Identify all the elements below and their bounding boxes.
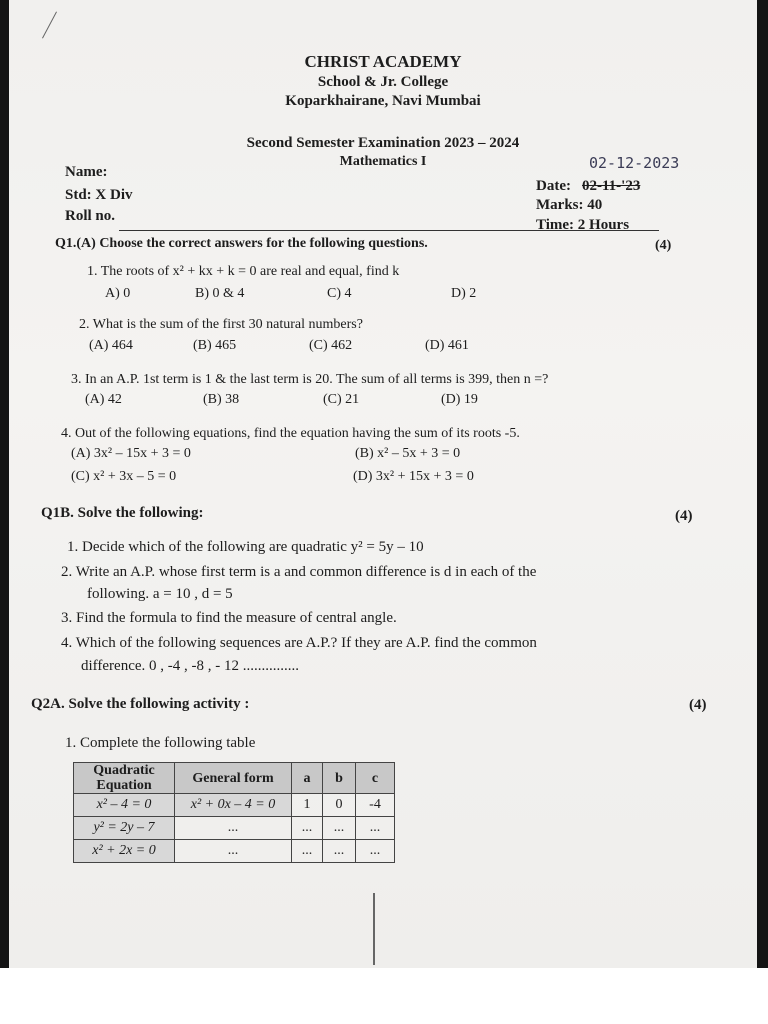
table-header: Quadratic Equation <box>74 763 175 794</box>
table-cell: ... <box>292 817 323 840</box>
q1a-option: C) 4 <box>327 286 352 301</box>
std-div-label: Std: X Div <box>65 187 133 203</box>
exam-paper <box>9 0 757 968</box>
q1a-option: (D) 19 <box>441 392 478 407</box>
table-row <box>74 840 395 863</box>
q2a-item-1: 1. Complete the following table <box>65 735 256 751</box>
pen-stroke-top <box>42 12 57 39</box>
subject-title: Mathematics I <box>339 154 427 169</box>
table-header: c <box>356 763 395 794</box>
q2a-heading: Q2A. Solve the following activity : <box>31 696 250 712</box>
table-cell: ... <box>292 840 323 863</box>
roll-no-label: Roll no. <box>65 208 116 224</box>
table-header: a <box>292 763 323 794</box>
quadratic-table <box>73 762 395 863</box>
photo-edge-left <box>0 0 9 968</box>
q1a-option: (C) 462 <box>309 338 353 353</box>
q1b-marks: (4) <box>675 508 693 524</box>
time-label: Time: 2 Hours <box>536 217 630 233</box>
q1b-item-1: 1. Decide which of the following are quadratic y² = 5y – 10 <box>67 539 424 555</box>
q1b-item-2-cont: following. a = 10 , d = 5 <box>87 586 233 602</box>
date-label: Date: <box>536 178 571 194</box>
q1b-item-4: 4. Which of the following sequences are A.P.? If they are A.P. find the common <box>61 635 537 651</box>
school-location: Koparkhairane, Navi Mumbai <box>285 93 481 109</box>
q1a-option: (B) 465 <box>193 338 237 353</box>
q2a-marks: (4) <box>689 697 707 713</box>
q1b-heading: Q1B. Solve the following: <box>41 505 204 521</box>
school-name: CHRIST ACADEMY <box>304 52 462 71</box>
exam-title: Second Semester Examination 2023 – 2024 <box>246 135 520 151</box>
table-cell: ... <box>175 817 292 840</box>
q1a-question-3: 3. In an A.P. 1st term is 1 & the last term is 20. The sum of all terms is 399, then n =? <box>71 372 549 387</box>
q1a-option: B) 0 & 4 <box>195 286 245 301</box>
q1a-heading: Q1.(A) Choose the correct answers for the following questions. <box>55 236 428 251</box>
table-cell: ... <box>323 817 356 840</box>
table-cell: y² = 2y – 7 <box>74 817 175 840</box>
q1a-marks: (4) <box>655 238 672 253</box>
table-row <box>74 817 395 840</box>
table-cell: ... <box>323 840 356 863</box>
q1a-option: (B) 38 <box>203 392 240 407</box>
q1a-option: (A) 3x² – 15x + 3 = 0 <box>71 446 191 461</box>
marks-label: Marks: 40 <box>536 197 603 213</box>
q1a-question-4: 4. Out of the following equations, find the equation having the sum of its roots -5. <box>61 426 520 441</box>
table-cell: 0 <box>323 794 356 817</box>
q1a-question-2: 2. What is the sum of the first 30 natural numbers? <box>79 317 363 332</box>
table-cell: x² – 4 = 0 <box>74 794 175 817</box>
name-label: Name: <box>65 164 108 180</box>
photo-edge-right <box>757 0 768 968</box>
table-cell: 1 <box>292 794 323 817</box>
q1a-option: (A) 42 <box>85 392 122 407</box>
date-value: 02-11-'23 <box>582 178 641 194</box>
table-header: b <box>323 763 356 794</box>
q1b-item-2: 2. Write an A.P. whose first term is a and common difference is d in each of the <box>61 564 537 580</box>
q1a-option: (B) x² – 5x + 3 = 0 <box>355 446 461 461</box>
q1b-item-4-cont: difference. 0 , -4 , -8 , - 12 ............... <box>81 658 299 674</box>
table-header: General form <box>175 763 292 794</box>
table-cell: x² + 2x = 0 <box>74 840 175 863</box>
table-row <box>74 794 395 817</box>
pen-stroke-bottom <box>373 893 375 965</box>
q1a-option: (C) x² + 3x – 5 = 0 <box>71 469 177 484</box>
q1a-question-1: 1. The roots of x² + kx + k = 0 are real and equal, find k <box>87 264 400 279</box>
table-cell: ... <box>175 840 292 863</box>
q1a-option: D) 2 <box>451 286 477 301</box>
table-cell: ... <box>356 840 395 863</box>
table-cell: -4 <box>356 794 395 817</box>
school-subtitle: School & Jr. College <box>317 74 449 90</box>
table-cell: x² + 0x – 4 = 0 <box>175 794 292 817</box>
q1a-option: (D) 3x² + 15x + 3 = 0 <box>353 469 474 484</box>
q1a-option: (C) 21 <box>323 392 360 407</box>
handwritten-date: 02-12-2023 <box>589 154 680 172</box>
q1a-option: A) 0 <box>105 286 131 301</box>
q1b-item-3: 3. Find the formula to find the measure of central angle. <box>61 610 397 626</box>
q1a-option: (A) 464 <box>89 338 133 353</box>
q1a-option: (D) 461 <box>425 338 469 353</box>
table-cell: ... <box>356 817 395 840</box>
